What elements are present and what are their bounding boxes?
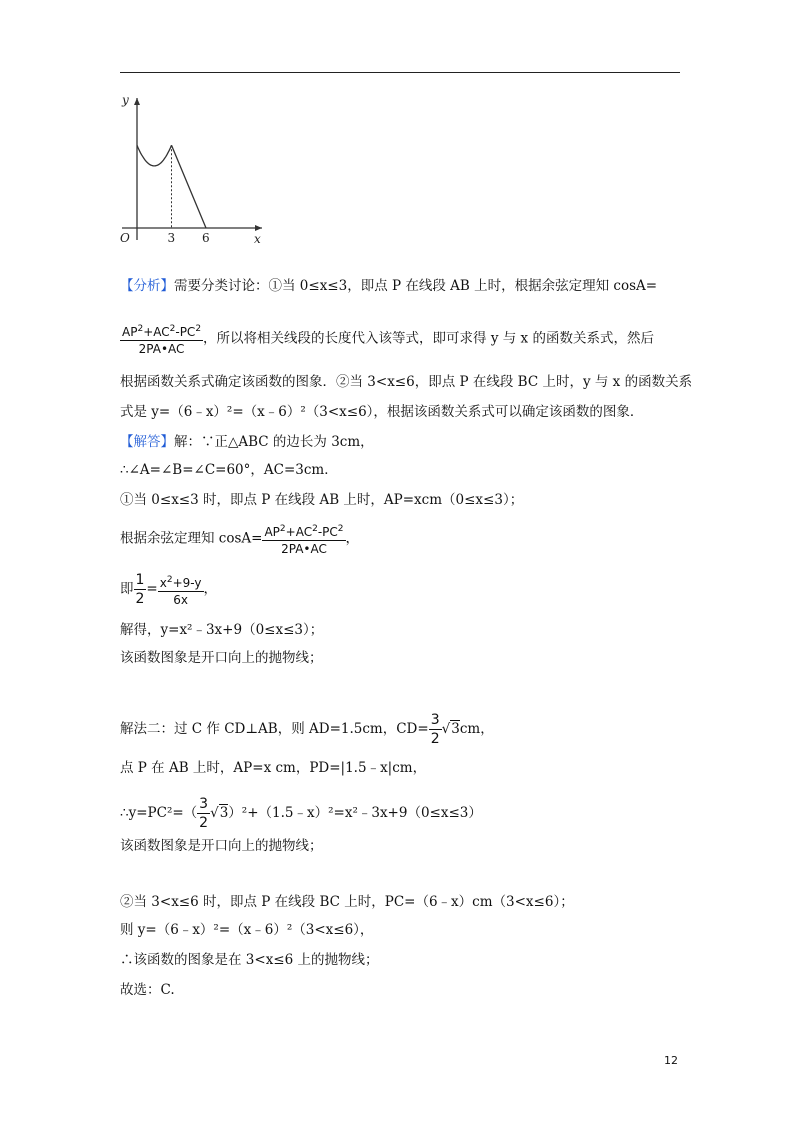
solution-line-6: 解得，y=x²﹣3x+9（0≤x≤3）；	[120, 622, 324, 638]
x-tick-label-6: 6	[202, 231, 210, 245]
x-axis-label: x	[254, 232, 261, 246]
solution-line-15: 故选：C.	[120, 982, 175, 998]
solution-line-2: ∴∠A=∠B=∠C=60°，AC=3cm．	[120, 462, 338, 478]
series-line-descending	[172, 145, 207, 228]
solution-line-12: ②当 3<x≤6 时，即点 P 在线段 BC 上时，PC=（6﹣x）cm（3<x≤6）；	[120, 894, 574, 910]
analysis-line-4: 式是 y=（6﹣x）²=（x﹣6）²（3<x≤6），根据该函数关系式可以确定该函数的图象．	[120, 404, 644, 420]
three-halves-fraction-2: $\frac{3}{2}$	[199, 796, 209, 831]
solution-line-8: 解法二：过 C 作 CD⊥AB，则 AD=1.5cm，CD= $\frac{3}{2}$ √3cm，	[120, 712, 494, 747]
page-number: 12	[664, 1054, 678, 1067]
solution-line-14: ∴该函数的图象是在 3<x≤6 上的抛物线；	[120, 952, 379, 968]
analysis-tag: 【分析】	[120, 278, 174, 294]
half-fraction: $\frac{1}{2}$	[135, 572, 145, 607]
solution-line-5: 即 $\frac{1}{2}$ = $\frac{x^2+9-y}{6x}$ ，	[120, 572, 217, 607]
analysis-line-2: $\frac{AP^2+AC^2-PC^2}{2PA•AC}$ ，所以将相关线段的长度代入该等式，即可求得 y 与 x 的函数关系式，然后	[122, 324, 654, 356]
equation-fraction: $\frac{x^2+9-y}{6x}$	[159, 574, 202, 607]
analysis-line-1: 【分析】需要分类讨论：①当 0≤x≤3，即点 P 在线段 AB 上时，根据余弦定理知 cosA=	[120, 278, 658, 294]
cosine-formula-2: $\frac{AP^2+AC^2-PC^2}{2PA•AC}$	[264, 524, 344, 556]
y-axis-label: y	[122, 93, 129, 107]
solution-line-10: ∴y=PC²=（ $\frac{3}{2}$ √3）²+（1.5﹣x）²=x²﹣3x+9（0≤x≤3）	[120, 796, 482, 831]
three-halves-fraction: $\frac{3}{2}$	[430, 712, 440, 747]
solution-line-13: 则 y=（6﹣x）²=（x﹣6）²（3<x≤6），	[120, 922, 374, 938]
solution-line-3: ①当 0≤x≤3 时，即点 P 在线段 AB 上时，AP=xcm（0≤x≤3）；	[120, 492, 524, 508]
solution-line-4: 根据余弦定理知 cosA= $\frac{AP^2+AC^2-PC^2}{2PA•AC}$ ，	[120, 524, 360, 556]
x-axis-arrow	[255, 225, 262, 231]
analysis-line-3: 根据函数关系式确定该函数的图象．②当 3<x≤6，即点 P 在线段 BC 上时，y 与 x 的函数关系	[120, 374, 693, 390]
sqrt-three: 3	[451, 721, 460, 737]
function-graph	[112, 90, 272, 250]
origin-label: O	[120, 231, 130, 245]
solution-line-1: 【解答】解：∵正△ABC 的边长为 3cm，	[120, 434, 374, 450]
solution-line-7: 该函数图象是开口向上的抛物线；	[120, 650, 323, 666]
solution-line-9: 点 P 在 AB 上时，AP=x cm，PD=|1.5﹣x|cm，	[120, 760, 427, 776]
series-curve-parabola	[137, 145, 172, 166]
cosine-formula: $\frac{AP^2+AC^2-PC^2}{2PA•AC}$	[122, 324, 202, 356]
solution-tag: 【解答】	[120, 434, 174, 450]
x-tick-label-3: 3	[167, 231, 176, 245]
solution-line-11: 该函数图象是开口向上的抛物线；	[120, 838, 323, 854]
y-axis-arrow	[134, 98, 140, 105]
header-rule	[120, 72, 680, 73]
